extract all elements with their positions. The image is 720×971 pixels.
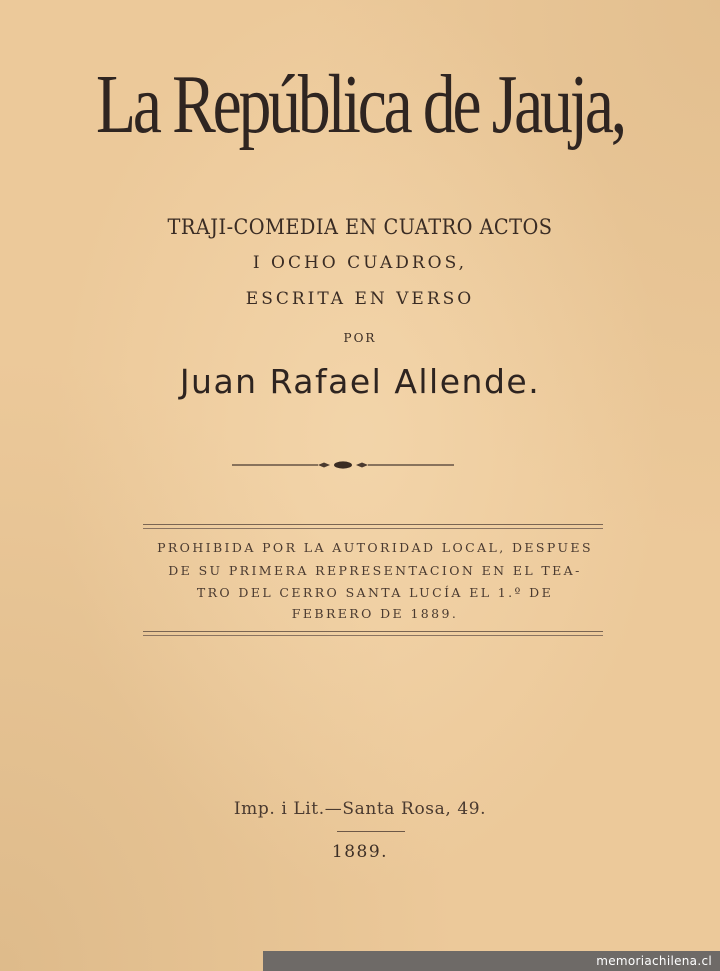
prohibition-note-line-3: TRO DEL CERRO SANTA LUCÍA EL 1.º DE bbox=[196, 585, 554, 600]
subtitle-scenes: I OCHO CUADROS, bbox=[252, 253, 468, 273]
ornament-divider-icon bbox=[232, 458, 454, 472]
prohibition-note-line-1: PROHIBIDA POR LA AUTORIDAD LOCAL, DESPUES bbox=[157, 540, 593, 555]
watermark-text: memoriachilena.cl bbox=[596, 954, 712, 968]
prohibition-note-line-2: DE SU PRIMERA REPRESENTACION EN EL TEA- bbox=[168, 563, 582, 578]
double-rule-top-inner bbox=[143, 528, 603, 529]
by-label: POR bbox=[343, 331, 377, 345]
imprint-rule bbox=[337, 831, 405, 832]
double-rule-bottom bbox=[143, 631, 603, 632]
prohibition-note-line-4: FEBRERO DE 1889. bbox=[291, 606, 459, 621]
main-title: La República de Jauja, bbox=[95, 58, 625, 151]
double-rule-bottom-inner bbox=[143, 635, 603, 636]
watermark-bar bbox=[263, 951, 720, 971]
double-rule-top bbox=[143, 524, 603, 525]
subtitle-verse: ESCRITA EN VERSO bbox=[245, 289, 475, 309]
printer-imprint: Imp. i Lit.—Santa Rosa, 49. bbox=[233, 799, 487, 819]
publication-year: 1889. bbox=[331, 842, 389, 862]
author-name: Juan Rafael Allende. bbox=[179, 362, 541, 401]
subtitle-genre: TRAJI-COMEDIA EN CUATRO ACTOS bbox=[167, 215, 553, 239]
